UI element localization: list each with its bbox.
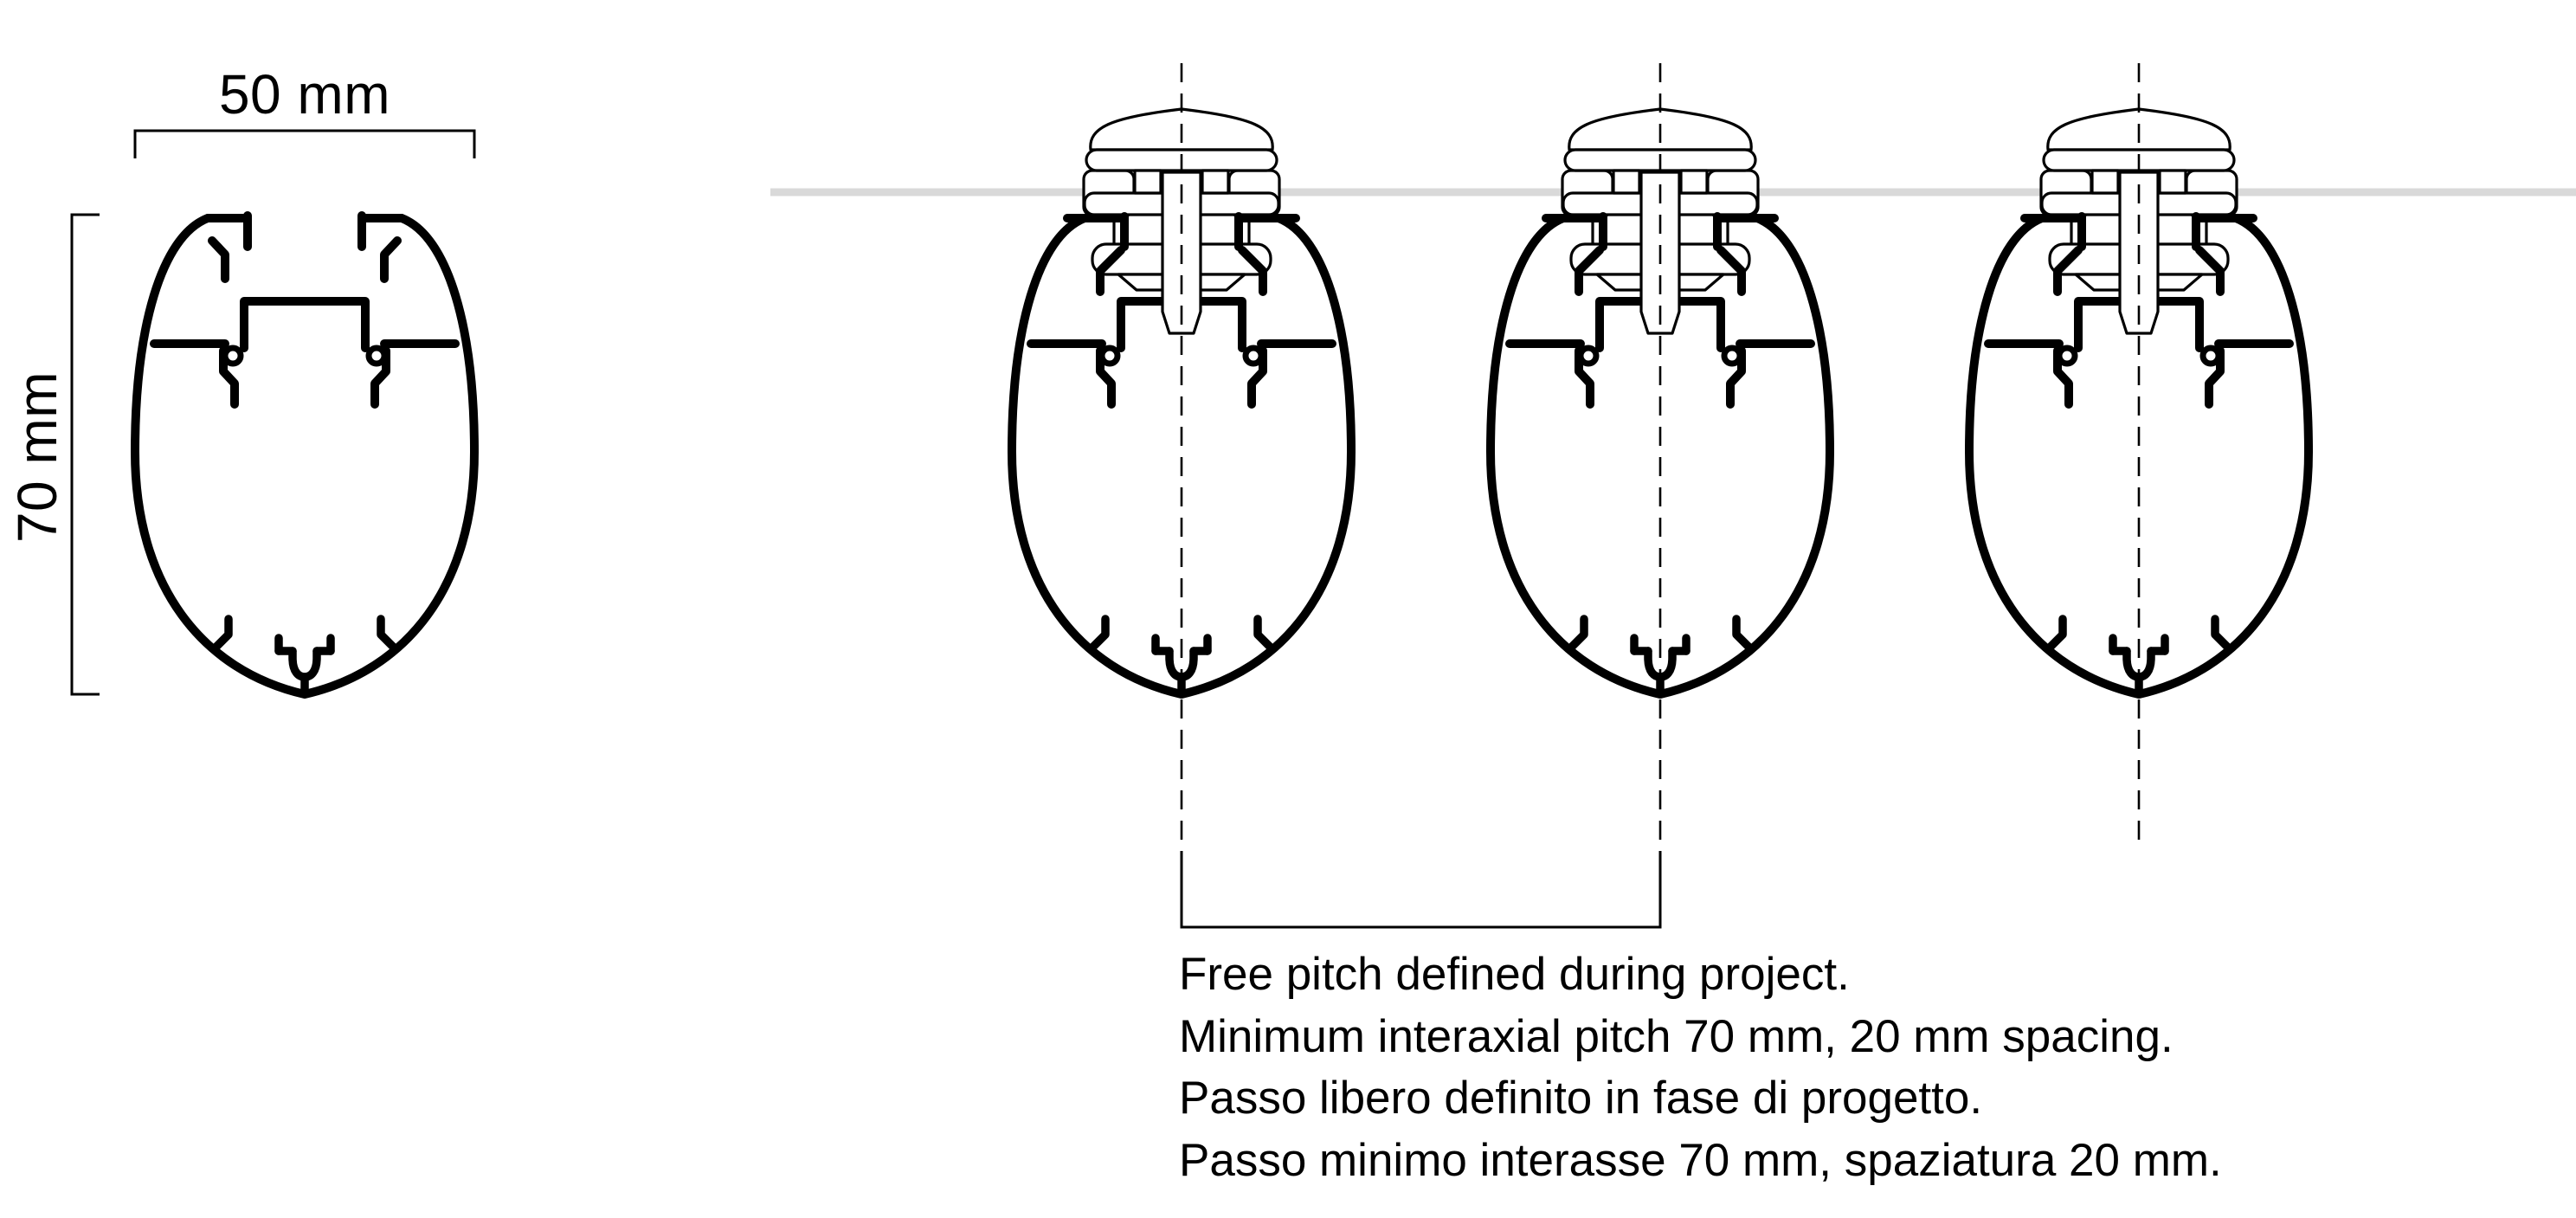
- width-dimension-bracket: [135, 131, 474, 158]
- caption-line-4: Passo minimo interasse 70 mm, spaziatura 20 mm.: [1179, 1134, 2222, 1186]
- width-dimension-label: 50 mm: [218, 63, 391, 126]
- pitch-dimension-bracket: [1182, 851, 1660, 927]
- caption-block: [1179, 944, 2222, 1191]
- caption-line-3: Passo libero definito in fase di progetto.: [1179, 1073, 1983, 1124]
- height-dimension-bracket: [72, 215, 100, 694]
- height-dimension-label: 70 mm: [6, 371, 68, 544]
- left-profile-section: [135, 216, 474, 694]
- caption-line-2: Minimum interaxial pitch 70 mm, 20 mm spacing.: [1179, 1010, 2174, 1062]
- caption-line-1: Free pitch defined during project.: [1179, 949, 1850, 1000]
